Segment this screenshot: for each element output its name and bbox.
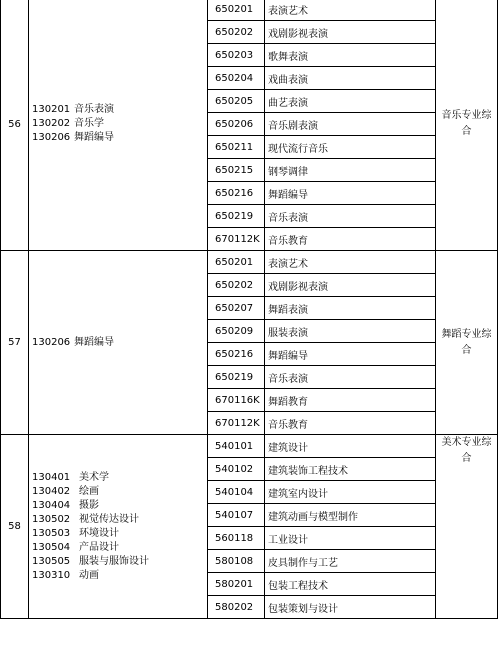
table-body <box>1 0 498 619</box>
undergraduate-major-name: 音乐表演 <box>74 104 114 115</box>
vocational-major-code: 650207 <box>208 297 265 320</box>
vocational-major-name: 舞蹈编导 <box>265 182 436 205</box>
exam-category: 音乐专业综合 <box>436 0 498 251</box>
vocational-major-code: 650202 <box>208 274 265 297</box>
undergraduate-major-item <box>32 471 204 485</box>
vocational-major-name: 舞蹈教育 <box>265 389 436 412</box>
vocational-major-name: 建筑设计 <box>265 435 436 458</box>
vocational-major-name: 建筑装饰工程技术 <box>265 458 436 481</box>
undergraduate-majors-cell <box>29 435 208 619</box>
vocational-major-name: 音乐剧表演 <box>265 113 436 136</box>
vocational-major-code: 650203 <box>208 44 265 67</box>
group-number: 56 <box>1 0 29 251</box>
undergraduate-major-code: 130503 <box>32 527 71 539</box>
exam-category: 舞蹈专业综合 <box>436 251 498 435</box>
vocational-major-name: 舞蹈表演 <box>265 297 436 320</box>
undergraduate-major-item <box>32 541 204 555</box>
undergraduate-major-name: 环境设计 <box>79 527 119 539</box>
undergraduate-major-name: 美术学 <box>79 471 109 483</box>
vocational-major-code: 670112K <box>208 228 265 251</box>
vocational-major-code: 650216 <box>208 343 265 366</box>
undergraduate-major-item <box>32 527 204 541</box>
undergraduate-major-item <box>32 117 204 131</box>
undergraduate-major-name: 服装与服饰设计 <box>79 555 149 567</box>
vocational-major-code: 540104 <box>208 481 265 504</box>
undergraduate-major-code: 130502 <box>32 513 71 525</box>
vocational-major-code: 650219 <box>208 366 265 389</box>
undergraduate-major-code: 130402 <box>32 485 71 497</box>
undergraduate-major-name: 视觉传达设计 <box>79 513 139 525</box>
vocational-major-name: 音乐表演 <box>265 205 436 228</box>
vocational-major-name: 舞蹈编导 <box>265 343 436 366</box>
undergraduate-majors-cell <box>29 0 208 251</box>
undergraduate-major-code: 130206 <box>32 336 71 348</box>
undergraduate-major-name: 摄影 <box>79 499 99 511</box>
vocational-major-name: 音乐教育 <box>265 412 436 435</box>
undergraduate-major-code: 130310 <box>32 569 71 581</box>
vocational-major-code: 650201 <box>208 0 265 21</box>
vocational-major-name: 服装表演 <box>265 320 436 343</box>
undergraduate-major-code: 130504 <box>32 541 71 553</box>
vocational-major-name: 现代流行音乐 <box>265 136 436 159</box>
vocational-major-code: 650201 <box>208 251 265 274</box>
undergraduate-major-item <box>32 569 204 583</box>
vocational-major-name: 戏剧影视表演 <box>265 274 436 297</box>
vocational-major-name: 钢琴调律 <box>265 159 436 182</box>
undergraduate-major-code: 130404 <box>32 499 71 511</box>
undergraduate-major-code: 130505 <box>32 555 71 567</box>
undergraduate-major-code: 130401 <box>32 471 71 483</box>
vocational-major-name: 音乐表演 <box>265 366 436 389</box>
undergraduate-major-name: 舞蹈编导 <box>74 336 114 348</box>
vocational-major-code: 670112K <box>208 412 265 435</box>
vocational-major-code: 650205 <box>208 90 265 113</box>
undergraduate-major-item <box>32 103 204 117</box>
undergraduate-major-item <box>32 131 204 145</box>
undergraduate-majors-cell <box>29 251 208 435</box>
vocational-major-name: 工业设计 <box>265 527 436 550</box>
undergraduate-major-code: 130201 <box>32 104 71 115</box>
vocational-major-name: 音乐教育 <box>265 228 436 251</box>
vocational-major-name: 表演艺术 <box>265 0 436 21</box>
vocational-major-code: 540107 <box>208 504 265 527</box>
undergraduate-major-code: 130202 <box>32 118 71 129</box>
vocational-major-name: 曲艺表演 <box>265 90 436 113</box>
vocational-major-name: 皮具制作与工艺 <box>265 550 436 573</box>
vocational-major-code: 580202 <box>208 596 265 619</box>
vocational-major-code: 670116K <box>208 389 265 412</box>
vocational-major-name: 戏曲表演 <box>265 67 436 90</box>
vocational-major-code: 580108 <box>208 550 265 573</box>
vocational-major-name: 包装工程技术 <box>265 573 436 596</box>
vocational-major-name: 包装策划与设计 <box>265 596 436 619</box>
vocational-major-code: 650202 <box>208 21 265 44</box>
vocational-major-name: 表演艺术 <box>265 251 436 274</box>
undergraduate-major-item <box>32 336 204 350</box>
vocational-major-code: 650211 <box>208 136 265 159</box>
table-row <box>1 435 498 458</box>
group-number: 57 <box>1 251 29 435</box>
undergraduate-major-name: 产品设计 <box>79 541 119 553</box>
vocational-major-code: 540102 <box>208 458 265 481</box>
vocational-major-code: 650219 <box>208 205 265 228</box>
undergraduate-major-item <box>32 485 204 499</box>
vocational-major-code: 650209 <box>208 320 265 343</box>
undergraduate-major-name: 音乐学 <box>74 118 104 129</box>
vocational-major-code: 650216 <box>208 182 265 205</box>
vocational-major-code: 540101 <box>208 435 265 458</box>
vocational-major-name: 建筑动画与模型制作 <box>265 504 436 527</box>
undergraduate-major-name: 舞蹈编导 <box>74 132 114 143</box>
vocational-major-code: 580201 <box>208 573 265 596</box>
undergraduate-major-code: 130206 <box>32 132 71 143</box>
undergraduate-major-name: 动画 <box>79 569 99 581</box>
table-row <box>1 0 498 21</box>
undergraduate-major-name: 绘画 <box>79 485 99 497</box>
exam-category: 美术专业综合 <box>436 435 498 619</box>
undergraduate-major-item <box>32 499 204 513</box>
vocational-major-name: 建筑室内设计 <box>265 481 436 504</box>
vocational-major-code: 650204 <box>208 67 265 90</box>
undergraduate-major-item <box>32 555 204 569</box>
vocational-major-code: 560118 <box>208 527 265 550</box>
vocational-major-name: 歌舞表演 <box>265 44 436 67</box>
group-number: 58 <box>1 435 29 619</box>
undergraduate-major-item <box>32 513 204 527</box>
table-row <box>1 251 498 274</box>
vocational-major-code: 650215 <box>208 159 265 182</box>
vocational-major-name: 戏剧影视表演 <box>265 21 436 44</box>
vocational-major-code: 650206 <box>208 113 265 136</box>
